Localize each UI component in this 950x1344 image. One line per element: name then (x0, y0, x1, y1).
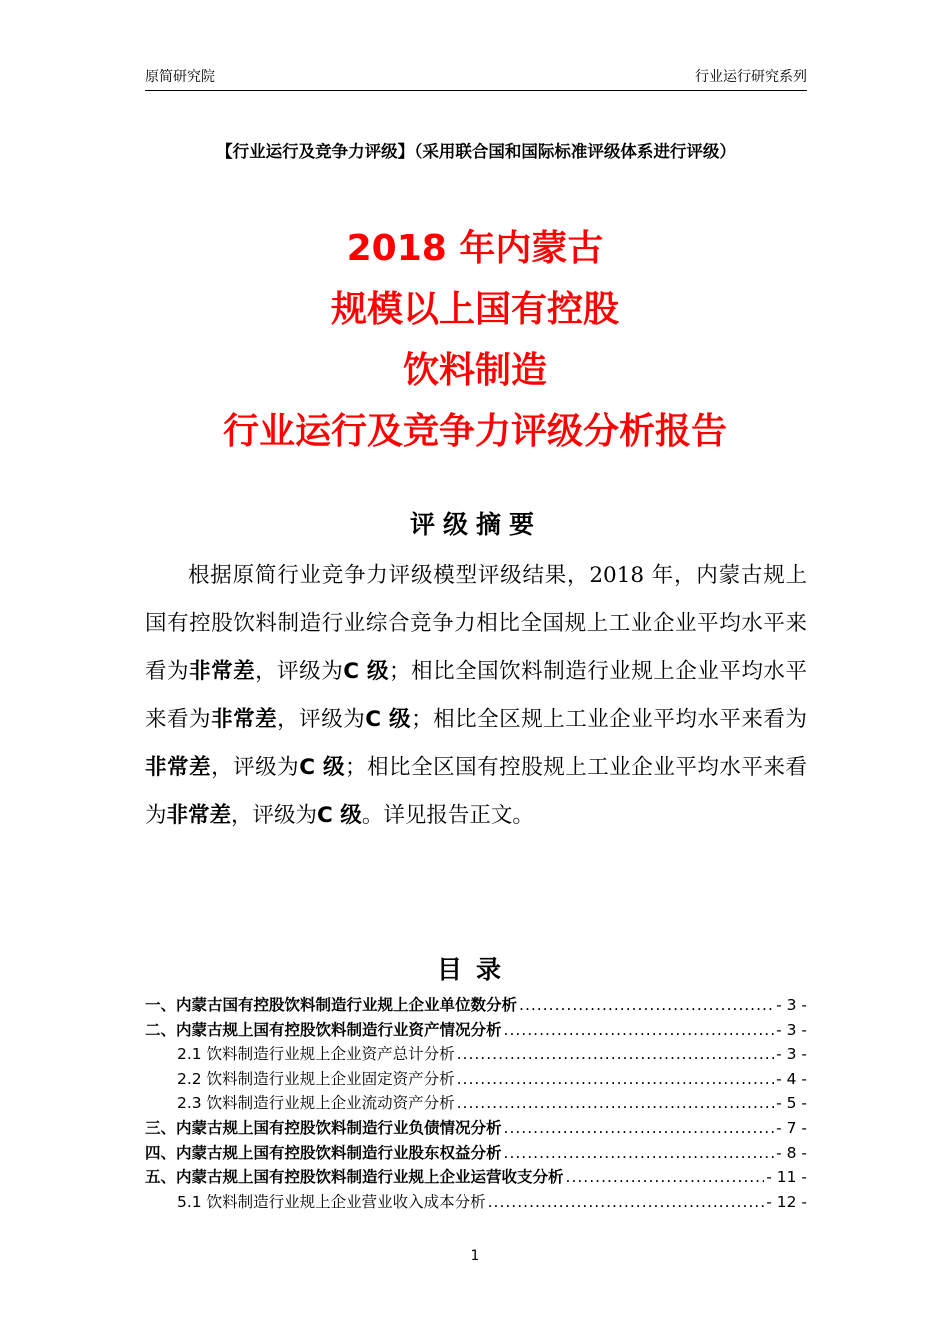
toc-heading: 目录 (436, 955, 515, 984)
title-line-3: 饮料制造 (402, 350, 547, 391)
toc-leader-dots (457, 1094, 775, 1112)
toc-entry-page: - 3 - (776, 996, 807, 1014)
summary-text: 根据原简行业竞争力评级模型评级结果，2018 年，内蒙古规上国有控股饮料制造行业综合竞争力相比全国规上工业企业平均水平来看为 (145, 563, 807, 684)
toc-subentry[interactable] (145, 1091, 807, 1116)
toc-entry-page: - 8 - (776, 1143, 807, 1162)
summary-text: ，评级为 (255, 659, 344, 684)
summary-text: 。详见报告正文。 (361, 803, 534, 828)
toc-entry-label: 四、内蒙古规上国有控股饮料制造行业股东权益分析 (145, 1143, 502, 1162)
summary-rating-term: 非常差 (145, 755, 212, 780)
summary-rating-grade: C 级 (299, 755, 345, 780)
toc-subentry[interactable] (145, 1067, 807, 1092)
summary-text: ，评级为 (277, 707, 366, 732)
toc-entry-label: 二、内蒙古规上国有控股饮料制造行业资产情况分析 (145, 1020, 502, 1039)
summary-text: ，评级为 (231, 803, 318, 828)
summary-rating-grade: C 级 (343, 659, 390, 684)
subtitle-rating-label: 【行业运行及竞争力评级】 (216, 142, 415, 161)
toc-entry-page: - 3 - (776, 1045, 807, 1064)
toc-entry-page: - 7 - (776, 1118, 807, 1137)
header-publisher: 原简研究院 (145, 69, 215, 85)
toc-leader-dots (566, 1168, 765, 1186)
subtitle-rating-method: （采用联合国和国际标准评级体系进行评级） (414, 142, 736, 161)
toc-subentry[interactable] (145, 1190, 807, 1215)
summary-text: ，评级为 (211, 755, 300, 780)
toc-entry-page: - 11 - (766, 1168, 807, 1187)
report-title (100, 218, 850, 462)
toc-leader-dots (488, 1193, 765, 1211)
toc-leader-dots (519, 996, 774, 1014)
page-number: 1 (470, 1248, 480, 1264)
title-line-4: 行业运行及竞争力评级分析报告 (222, 411, 727, 452)
header-series: 行业运行研究系列 (695, 69, 807, 85)
toc-leader-dots (504, 1144, 775, 1162)
toc-entry-label: 一、内蒙古国有控股饮料制造行业规上企业单位数分析 (145, 996, 518, 1014)
toc-entry-page: - 12 - (766, 1192, 807, 1211)
summary-heading: 评级摘要 (409, 510, 542, 539)
toc-entry-label: 2.3 饮料制造行业规上企业流动资产分析 (177, 1094, 455, 1113)
toc-entry-page: - 4 - (776, 1069, 807, 1088)
toc-entry[interactable] (145, 1141, 807, 1166)
title-line-1: 2018 年内蒙古 (346, 228, 604, 269)
summary-rating-term: 非常差 (211, 707, 278, 732)
toc-entry[interactable] (145, 1165, 807, 1190)
toc-entry-label: 2.1 饮料制造行业规上企业资产总计分析 (177, 1045, 455, 1064)
summary-text: ；相比全区规上工业企业平均水平来看为 (411, 707, 807, 732)
summary-rating-grade: C 级 (317, 803, 362, 828)
toc-leader-dots (457, 1070, 775, 1088)
toc-entry-label: 2.2 饮料制造行业规上企业固定资产分析 (177, 1069, 455, 1088)
report-subtitle (145, 138, 807, 162)
toc-entry[interactable] (145, 993, 807, 1018)
title-line-2: 规模以上国有控股 (330, 289, 619, 330)
summary-text: ；相比全区国有控股规上工业企业平均水平来看为 (145, 755, 807, 828)
toc-entry[interactable] (145, 1018, 807, 1043)
toc-entry-label: 三、内蒙古规上国有控股饮料制造行业负债情况分析 (145, 1118, 502, 1137)
toc-entry[interactable] (145, 1116, 807, 1141)
page-header (145, 62, 807, 91)
summary-rating-term: 非常差 (189, 659, 256, 684)
summary-text: ；相比全国饮料制造行业规上企业平均水平来看为 (145, 659, 807, 732)
toc-subentry[interactable] (145, 1042, 807, 1067)
toc-entry-label: 五、内蒙古规上国有控股饮料制造行业规上企业运营收支分析 (145, 1168, 564, 1187)
toc-entry-page: - 3 - (776, 1020, 807, 1039)
summary-paragraph (145, 552, 807, 840)
toc-entry-page: - 5 - (776, 1094, 807, 1113)
toc-leader-dots (504, 1021, 775, 1039)
summary-rating-term: 非常差 (166, 803, 232, 828)
toc-leader-dots (457, 1045, 775, 1063)
summary-rating-grade: C 级 (365, 707, 412, 732)
toc-entry-label: 5.1 饮料制造行业规上企业营业收入成本分析 (177, 1192, 486, 1211)
table-of-contents (145, 993, 807, 1214)
toc-leader-dots (504, 1119, 775, 1137)
